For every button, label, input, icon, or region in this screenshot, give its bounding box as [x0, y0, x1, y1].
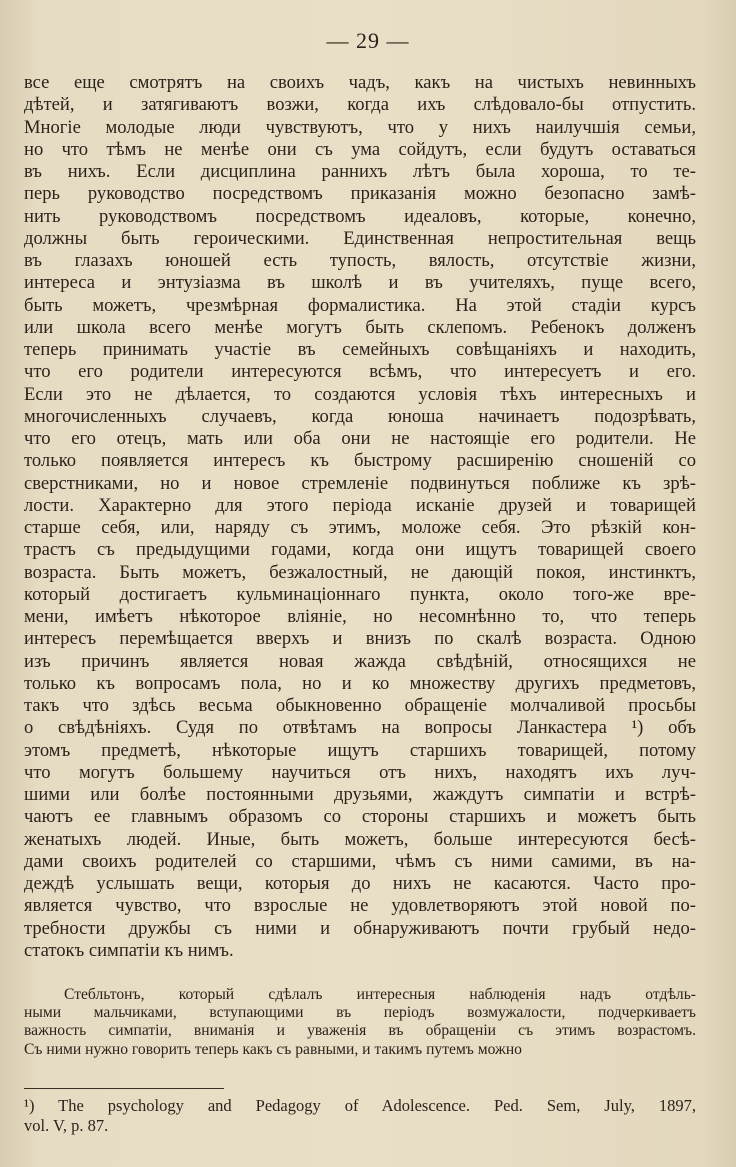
text-line: въ глазахъ юношей есть тупость, вялость, отсутствіе жизни,	[24, 250, 696, 271]
text-line: теперь принимать участіе въ семейныхъ совѣщаніяхъ и находить,	[24, 339, 696, 360]
text-line: лости. Характерно для этого періода исканіе друзей и товарищей	[24, 494, 696, 516]
text-line: все еще смотрятъ на своихъ чадъ, какъ на чистыхъ невинныхъ	[24, 72, 696, 93]
text-line: сверстниками, но и новое стремленіе подвинуться поближе къ зрѣ-	[24, 472, 696, 494]
text-line: интересъ перемѣщается вверхъ и внизъ по скалѣ возраста. Одною	[24, 628, 696, 650]
text-line: возраста. Быть можетъ, безжалостный, не дающій покоя, инстинктъ,	[24, 561, 696, 583]
text-line: чаютъ ее главнымъ образомъ со стороны старшихъ и можетъ быть	[24, 806, 696, 828]
text-line: Многіе молодые люди чувствуютъ, что у нихъ наилучшія семьи,	[24, 116, 696, 138]
text-line: деждѣ услышать вещи, которыя до нихъ не касаются. Часто про-	[24, 873, 696, 894]
text-line: только появляется интересъ къ быстрому расширенію сношеній со	[24, 450, 696, 472]
text-line: ¹) The psychology and Pedagogy of Adolescence. Ped. Sem, July, 1897,	[24, 1096, 696, 1115]
text-line: что его родители интересуются всѣмъ, что интересуетъ и его.	[24, 361, 696, 383]
text-line: только къ вопросамъ пола, но и ко множеству другихъ предметовъ,	[24, 672, 696, 694]
second-paragraph	[24, 986, 696, 1059]
text-line: о свѣдѣніяхъ. Судя по отвѣтамъ на вопросы Ланкастера ¹) объ	[24, 717, 696, 739]
text-line: старше себя, или, наряду съ этимъ, моложе себя. Это рѣзкій кон-	[24, 517, 696, 538]
text-line: что его отецъ, мать или оба они не настоящіе его родители. Не	[24, 428, 696, 449]
main-paragraph	[24, 72, 696, 962]
text-line: должны быть героическими. Единственная непростительная вещь	[24, 227, 696, 249]
text-line: такъ что здѣсь весьма обыкновенно обращеніе молчаливой просьбы	[24, 695, 696, 716]
text-line: мени, имѣетъ нѣкоторое вліяніе, но несомнѣнно то, что теперь	[24, 606, 696, 627]
text-line: что могутъ большему научиться отъ нихъ, находятъ ихъ луч-	[24, 761, 696, 783]
text-line: статокъ симпатіи къ нимъ.	[24, 939, 234, 961]
footnote	[24, 1096, 696, 1136]
page-number: — 29 —	[326, 28, 410, 53]
text-line: женатыхъ людей. Иные, быть можетъ, больше интересуются бесѣ-	[24, 828, 696, 850]
text-line: въ нихъ. Если дисциплина раннихъ лѣтъ была хороша, то те-	[24, 161, 696, 182]
text-line: ными мальчиками, вступающими въ періодъ возмужалости, подчеркиваетъ	[24, 1004, 696, 1022]
text-line: трастъ съ предыдущими годами, когда они ищутъ товарищей своего	[24, 539, 696, 561]
text-line: этомъ предметѣ, нѣкоторые ищутъ старшихъ товарищей, потому	[24, 739, 696, 761]
text-line: быть можетъ, чрезмѣрная формалистика. На этой стадіи курсъ	[24, 294, 696, 316]
text-line: Если это не дѣлается, то создаются условія тѣхъ интересныхъ и	[24, 383, 696, 405]
text-line: изъ причинъ является новая жажда свѣдѣній, относящихся не	[24, 650, 696, 672]
text-line: или школа всего менѣе могутъ быть склепомъ. Ребенокъ долженъ	[24, 316, 696, 338]
text-line: является чувство, что взрослые не удовлетворяютъ этой новой по-	[24, 895, 696, 917]
text-line: многочисленныхъ случаевъ, когда юноша начинаетъ подозрѣвать,	[24, 405, 696, 427]
text-line: интереса и энтузіазма въ школѣ и въ учителяхъ, пуще всего,	[24, 272, 696, 294]
text-line: vol. V, p. 87.	[24, 1116, 109, 1135]
text-line: шими или болѣе постоянными друзьями, жаждутъ симпатіи и встрѣ-	[24, 784, 696, 805]
text-line: Стебльтонъ, который сдѣлалъ интересныя наблюденія надъ отдѣль-	[64, 986, 696, 1003]
text-line: дами своихъ родителей со старшими, чѣмъ съ ними самими, въ на-	[24, 850, 696, 872]
text-line: нить руководствомъ посредствомъ идеаловъ, которые, конечно,	[24, 205, 696, 227]
text-line: дѣтей, и затягиваютъ возжи, когда ихъ слѣдовало-бы отпустить.	[24, 94, 696, 116]
text-line: Съ ними нужно говорить теперь какъ съ равными, и такимъ путемъ можно	[24, 1040, 522, 1058]
text-line: перь руководство посредствомъ приказанія можно безопасно замѣ-	[24, 183, 696, 205]
text-line: важность симпатіи, вниманія и уваженія въ обращеніи съ этимъ возрастомъ.	[24, 1022, 696, 1040]
text-line: но что тѣмъ не менѣе они съ ума сойдутъ, если будутъ оставаться	[24, 138, 696, 160]
text-line: требности дружбы съ ними и обнаруживаютъ почти грубый недо-	[24, 917, 696, 939]
footnote-divider	[24, 1088, 224, 1089]
text-line: который достигаетъ кульминаціоннаго пункта, около того-же вре-	[24, 583, 696, 605]
